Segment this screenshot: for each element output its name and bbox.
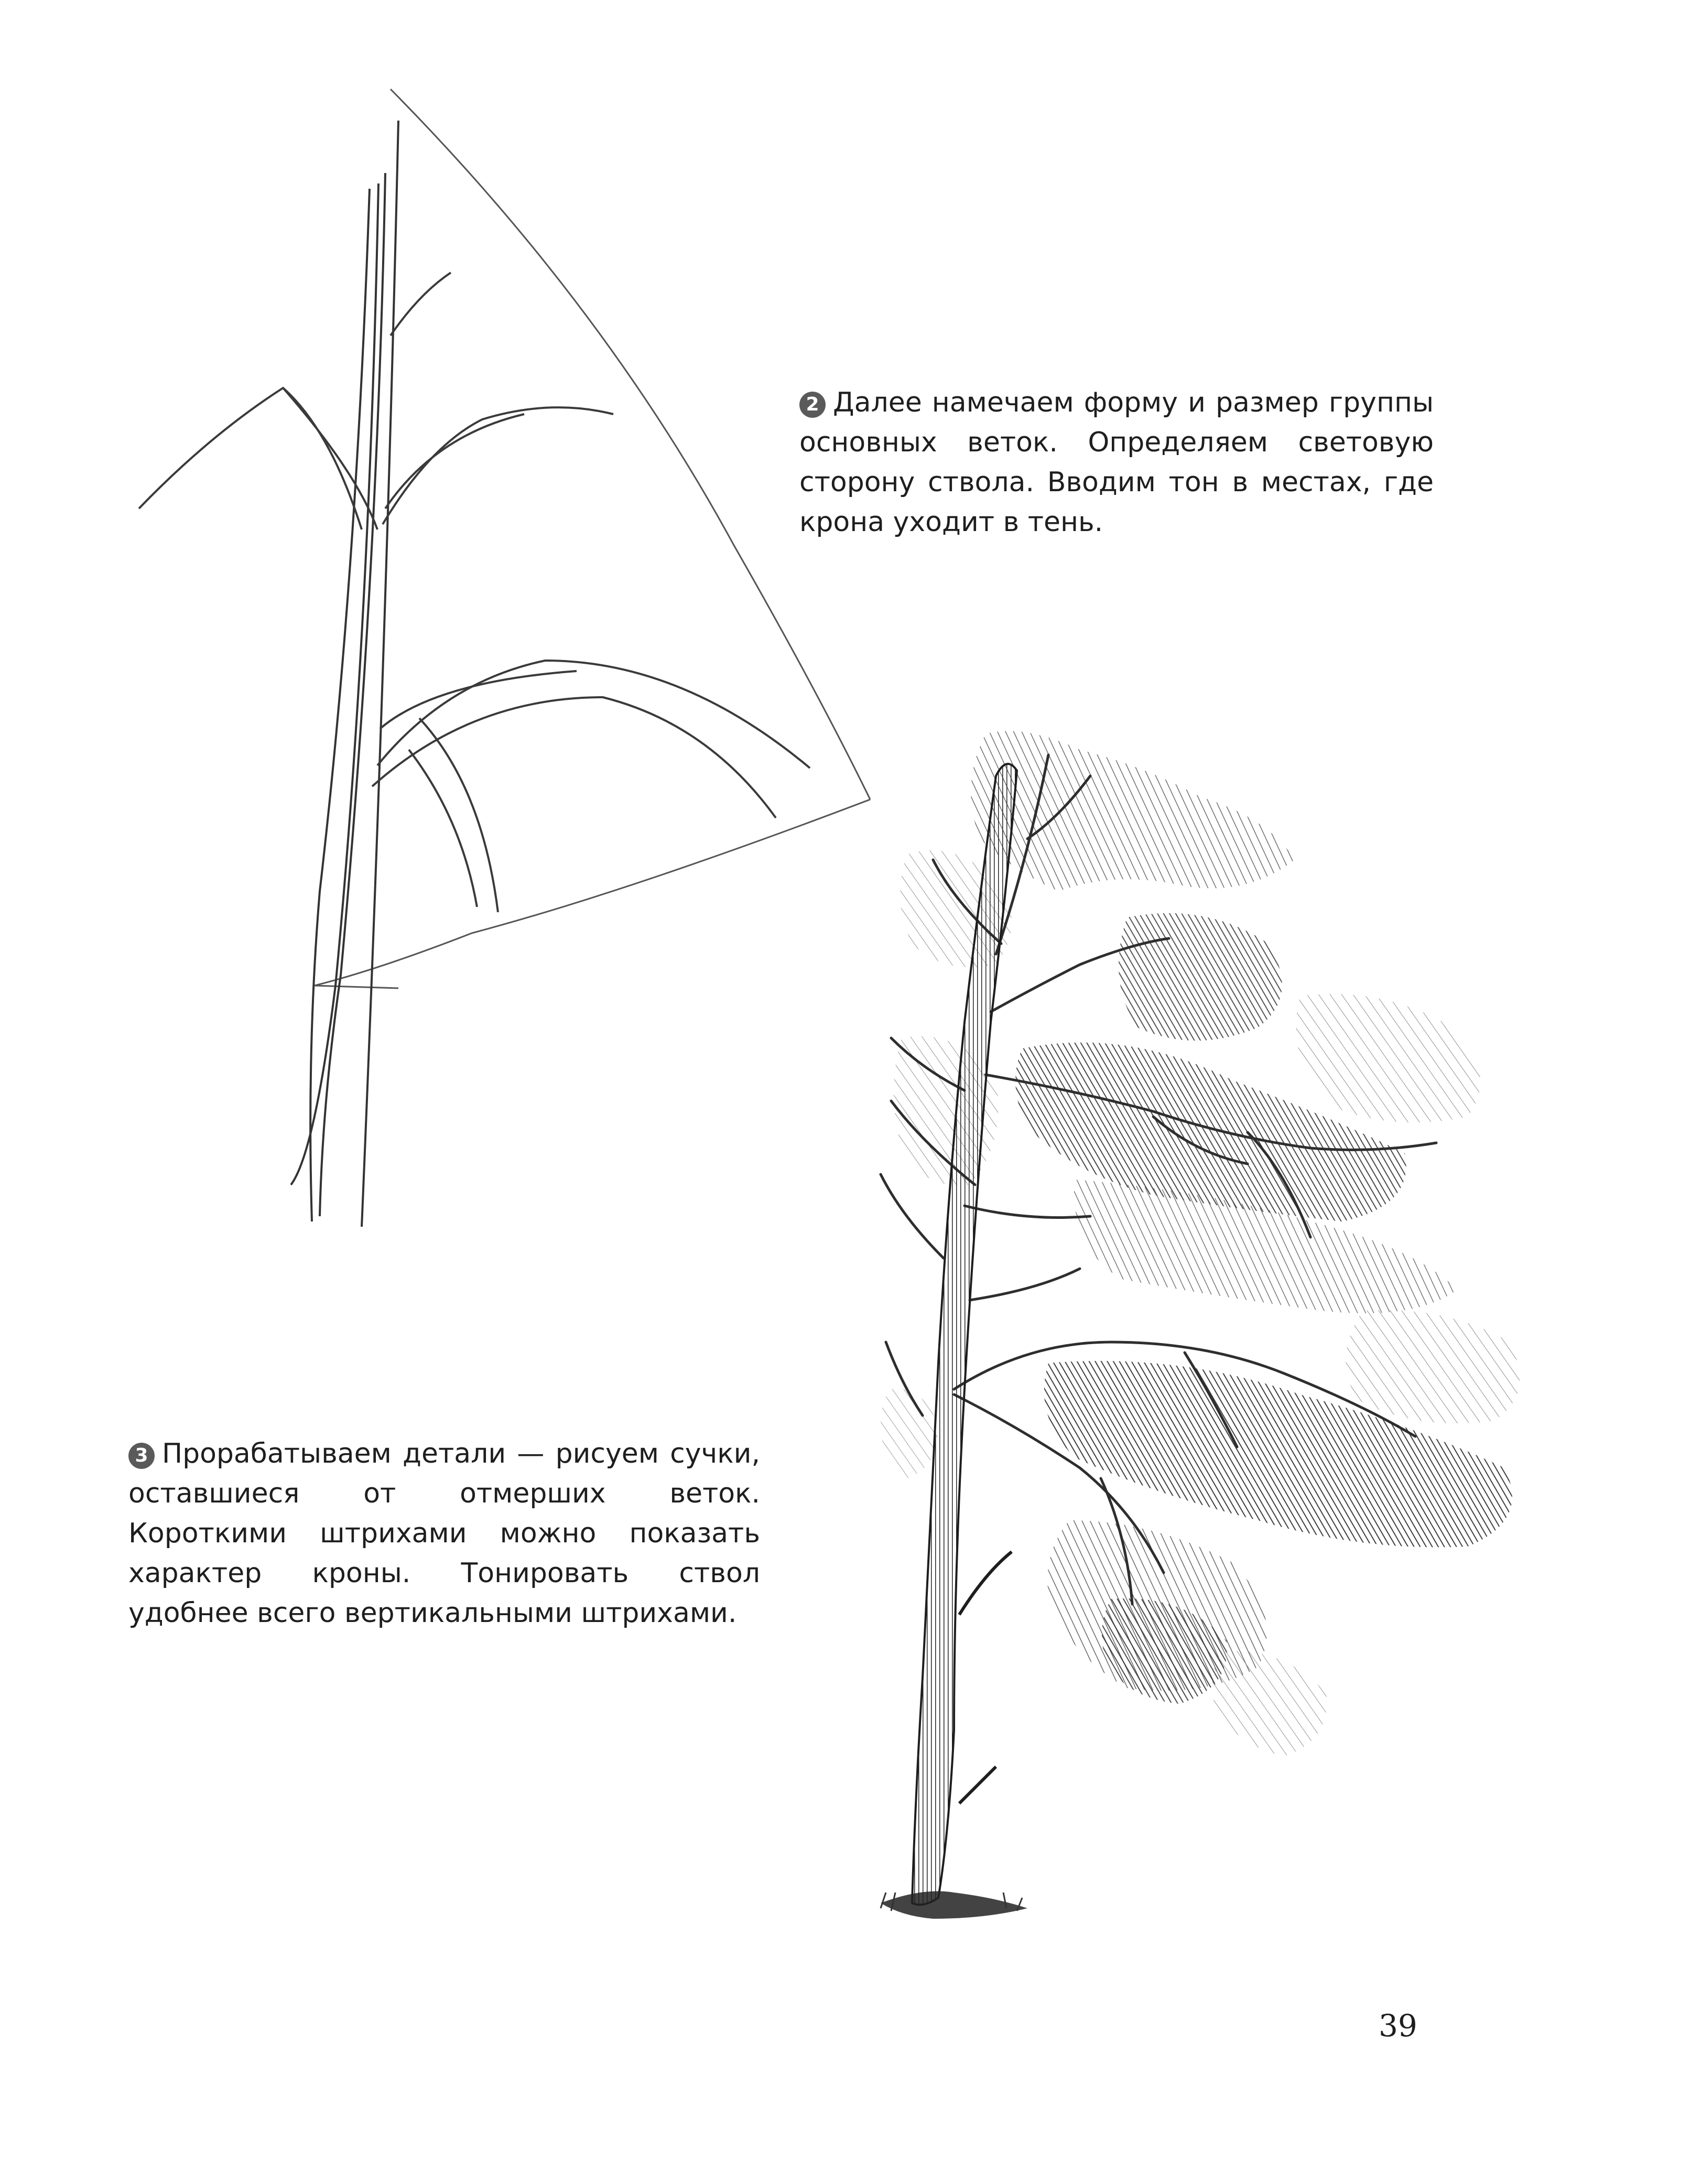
step-2-text: Далее намечаем форму и размер группы основных веток. Определяем световую сторону ствола. Вводим тон в местах, где крона уходит в тень.	[799, 387, 1434, 538]
foliage-bottom-right-mass	[1212, 1651, 1327, 1756]
pine-crown-foliage-shape	[881, 731, 1520, 1756]
step-2-caption	[799, 383, 1434, 542]
foliage-lower-right-mass	[1346, 1310, 1520, 1423]
page-number: 39	[1379, 2008, 1417, 2044]
step-3-number-badge: 3	[128, 1443, 155, 1469]
step-3-text: Прорабатываем детали — рисуем сучки, оставшиеся от отмерших веток. Короткими штрихами можно показать характер кроны. Тонировать ствол удобнее всего вертикальными штрихами.	[128, 1438, 760, 1629]
step-2-number-badge: 2	[799, 392, 826, 418]
foliage-upper-right-mass	[1119, 913, 1282, 1041]
foliage-middle-right-mass	[1296, 994, 1481, 1122]
step-3-caption	[128, 1434, 760, 1633]
trunk-stub-branch	[959, 1552, 1012, 1803]
foliage-top-mass	[971, 731, 1295, 891]
foliage-far-left-mass	[881, 1389, 938, 1478]
